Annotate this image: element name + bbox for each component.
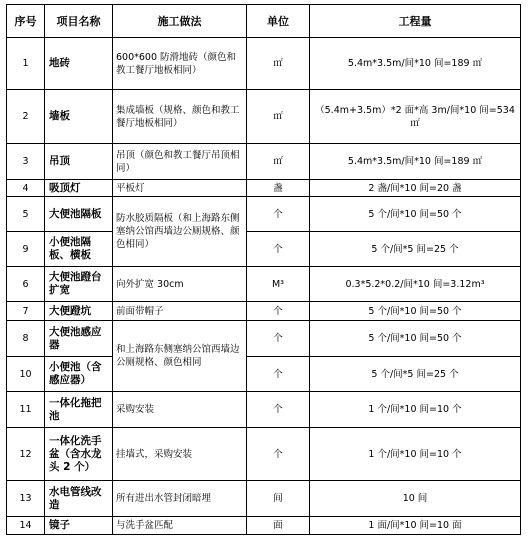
row-no: 13 <box>7 481 45 517</box>
row-method: 防水胶质隔板（和上海路东侧塞纳公馆西墙边公厕规格、颜色相同） <box>113 197 247 267</box>
row-unit: ㎡ <box>247 144 310 180</box>
row-no: 3 <box>7 144 45 180</box>
row-qty: 1 个/间*10 间=10 个 <box>310 392 521 428</box>
table-row <box>7 267 521 302</box>
row-qty: 1 个/间*10 间=10 个 <box>310 428 521 481</box>
row-qty: 0.3*5.2*0.2/间*10 间=3.12m³ <box>310 267 521 302</box>
row-qty: 5.4m*3.5m/间*10 间=189 ㎡ <box>310 38 521 90</box>
row-method: 和上海路东侧塞纳公馆西墙边公厕规格、颜色相同 <box>113 321 247 392</box>
table-row <box>7 197 521 232</box>
row-no: 1 <box>7 38 45 90</box>
row-name: 大便池蹬台扩宽 <box>45 267 113 302</box>
row-qty: 5 个/间*5 间=25 个 <box>310 357 521 392</box>
table-row <box>7 481 521 517</box>
row-qty: 5 个/间*10 间=50 个 <box>310 321 521 357</box>
row-unit: ㎡ <box>247 90 310 144</box>
row-unit: ㎡ <box>247 38 310 90</box>
row-qty: 5 个/间*10 间=50 个 <box>310 302 521 321</box>
row-method: 采购安装 <box>113 392 247 428</box>
header-method: 施工做法 <box>113 5 247 38</box>
row-unit: 个 <box>247 428 310 481</box>
row-no: 8 <box>7 321 45 357</box>
row-unit: 个 <box>247 321 310 357</box>
row-name: 一体化洗手盆（含水龙头 2 个） <box>45 428 113 481</box>
row-unit: 个 <box>247 302 310 321</box>
construction-table <box>6 4 521 535</box>
row-unit: 个 <box>247 197 310 232</box>
row-no: 4 <box>7 180 45 197</box>
row-no: 6 <box>7 267 45 302</box>
table-row <box>7 428 521 481</box>
row-unit: 个 <box>247 392 310 428</box>
row-unit: 间 <box>247 481 310 517</box>
row-qty: 1 面/间*10 间=10 面 <box>310 517 521 535</box>
row-unit: 面 <box>247 517 310 535</box>
row-method: 前面带帽子 <box>113 302 247 321</box>
header-no: 序号 <box>7 5 45 38</box>
row-name: 小便池（含感应器） <box>45 357 113 392</box>
row-unit: 盏 <box>247 180 310 197</box>
table-row <box>7 232 521 267</box>
row-qty: 5 个/间*5 间=25 个 <box>310 232 521 267</box>
row-no: 5 <box>7 197 45 232</box>
row-no: 12 <box>7 428 45 481</box>
row-no: 11 <box>7 392 45 428</box>
table-row <box>7 357 521 392</box>
row-qty: 5 个/间*10 间=50 个 <box>310 197 521 232</box>
row-method: 所有进出水管封闭暗埋 <box>113 481 247 517</box>
table-row <box>7 392 521 428</box>
header-name: 项目名称 <box>45 5 113 38</box>
row-qty: 2 盏/间*10 间=20 盏 <box>310 180 521 197</box>
row-name: 大便蹬坑 <box>45 302 113 321</box>
header-unit: 单位 <box>247 5 310 38</box>
row-name: 墙板 <box>45 90 113 144</box>
table-row <box>7 180 521 197</box>
row-name: 大便池隔板 <box>45 197 113 232</box>
row-method: 平板灯 <box>113 180 247 197</box>
row-name: 吊顶 <box>45 144 113 180</box>
table-row <box>7 90 521 144</box>
header-row <box>7 5 521 38</box>
row-name: 小便池隔板、横板 <box>45 232 113 267</box>
table-row <box>7 38 521 90</box>
table-container <box>6 4 521 535</box>
row-name: 一体化拖把池 <box>45 392 113 428</box>
row-name: 大便池感应器 <box>45 321 113 357</box>
row-no: 9 <box>7 232 45 267</box>
row-no: 10 <box>7 357 45 392</box>
row-method: 600*600 防滑地砖（颜色和教工餐厅地板相同） <box>113 38 247 90</box>
header-qty: 工程量 <box>310 5 521 38</box>
table-row <box>7 302 521 321</box>
row-no: 14 <box>7 517 45 535</box>
row-qty: （5.4m+3.5m）*2 面*高 3m/间*10 间=534 ㎡ <box>310 90 521 144</box>
row-method: 集成墙板（规格、颜色和教工餐厅地板相同） <box>113 90 247 144</box>
row-method: 挂墙式，采购安装 <box>113 428 247 481</box>
row-name: 镜子 <box>45 517 113 535</box>
row-method: 与洗手盆匹配 <box>113 517 247 535</box>
row-unit: 个 <box>247 357 310 392</box>
table-row <box>7 144 521 180</box>
row-unit: 个 <box>247 232 310 267</box>
row-method: 吊顶（颜色和教工餐厅吊顶相同） <box>113 144 247 180</box>
row-unit: M³ <box>247 267 310 302</box>
table-row <box>7 517 521 535</box>
table-row <box>7 321 521 357</box>
row-no: 2 <box>7 90 45 144</box>
row-method: 向外扩宽 30cm <box>113 267 247 302</box>
row-name: 吸顶灯 <box>45 180 113 197</box>
row-name: 水电管线改造 <box>45 481 113 517</box>
row-qty: 5.4m*3.5m/间*10 间=189 ㎡ <box>310 144 521 180</box>
row-name: 地砖 <box>45 38 113 90</box>
row-no: 7 <box>7 302 45 321</box>
row-qty: 10 间 <box>310 481 521 517</box>
